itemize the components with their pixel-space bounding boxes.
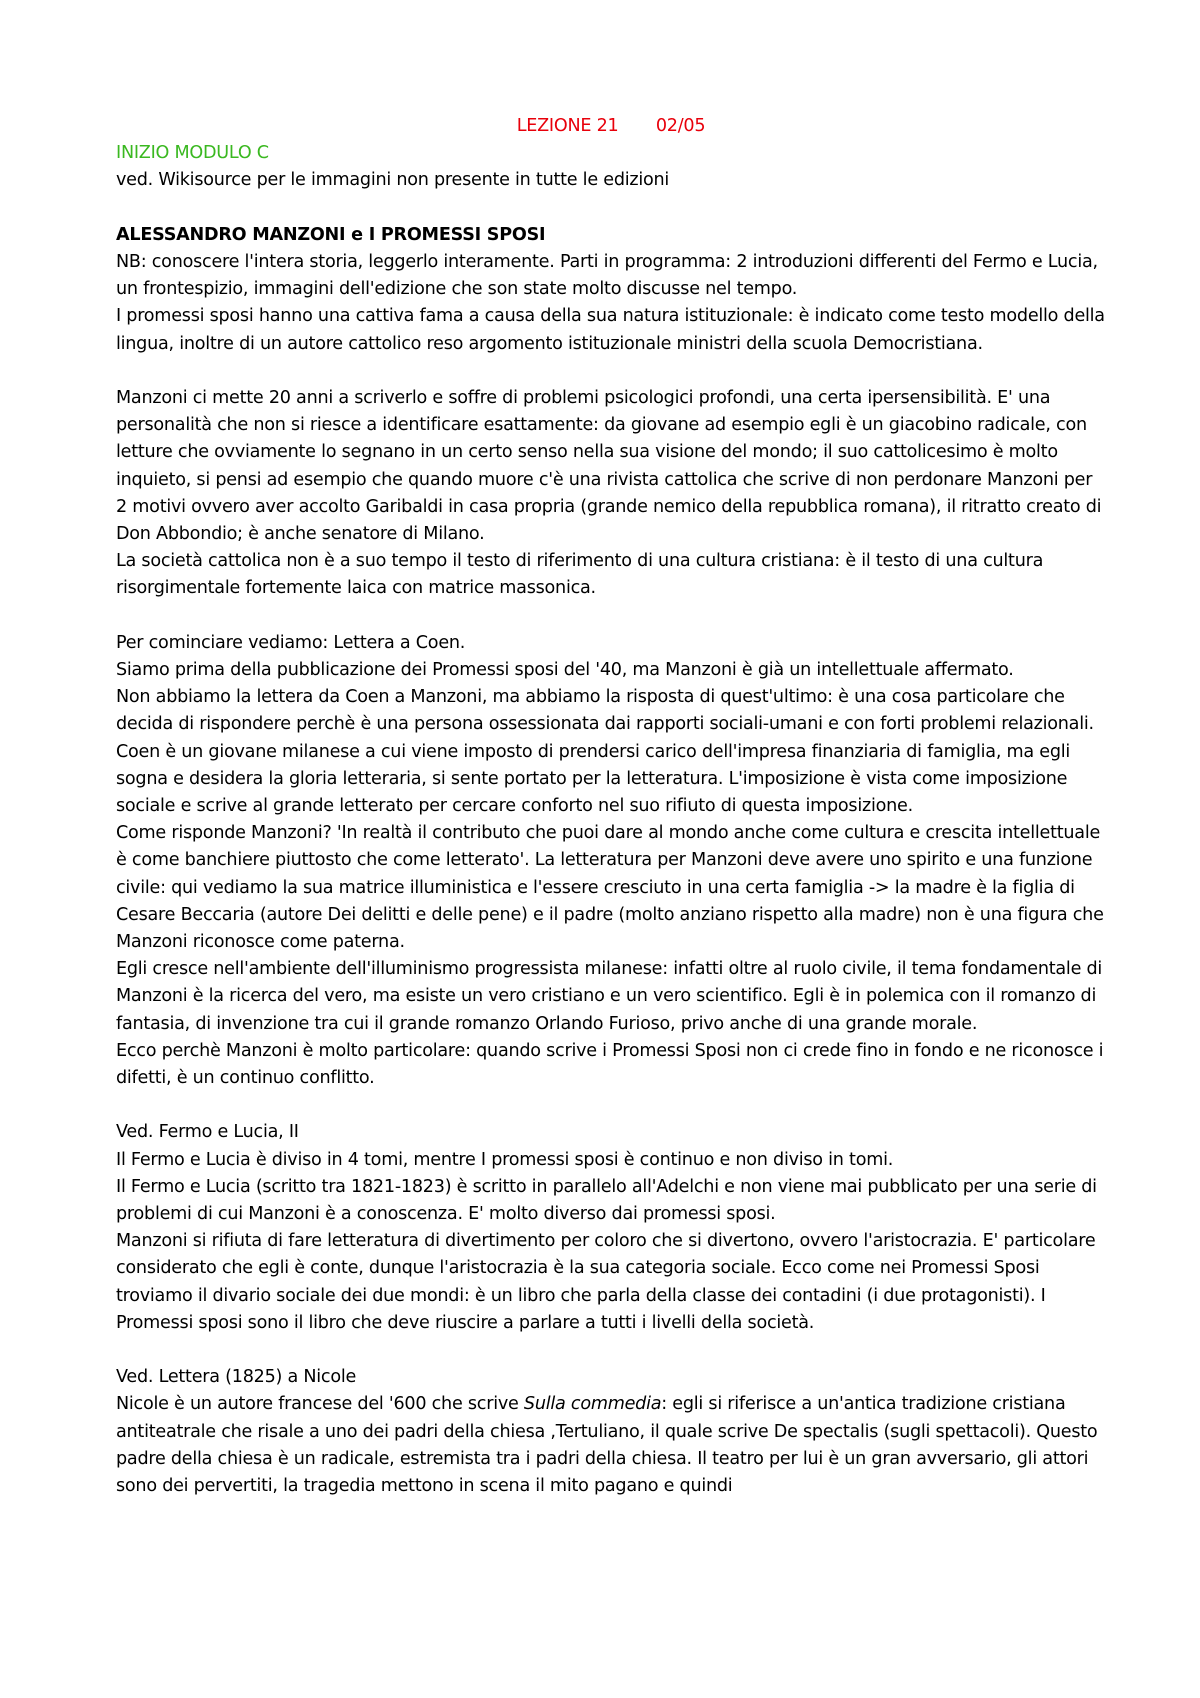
spacer (116, 1092, 1106, 1119)
paragraph: Siamo prima della pubblicazione dei Promessi sposi del '40, ma Manzoni è già un intellettuale affermato. (116, 660, 1014, 681)
lesson-number: LEZIONE 21 (516, 116, 619, 136)
spacer (116, 195, 1106, 222)
paragraph: La società cattolica non è a suo tempo il testo di riferimento di una cultura cristiana: è il testo di una cultura risorgimentale fortemente laica con matrice massonica. (116, 551, 1044, 599)
text-run: : egli si riferisce a un'antica tradizione cristiana antiteatrale che risale a uno dei padri della chiesa ,Tertuliano, il quale scrive De spectalis (sugli spettacoli). Questo padre della chiesa è un radicale, estremista tra i padri della chiesa. Il teatro per lui è un gran avversario, gli attori sono dei pervertiti, la tragedia mettono in scena il mito pagano e quindi (116, 1394, 1098, 1497)
document-page (116, 113, 1106, 1500)
paragraph: Come risponde Manzoni? 'In realtà il contributo che puoi dare al mondo anche come cultura e crescita intellettuale è come banchiere piuttosto che come letterato'. La letteratura per Manzoni deve avere uno spirito e una funzione civile: qui vediamo la sua matrice illuministica e l'essere cresciuto in una certa famiglia -> la madre è la figlia di Cesare Beccaria (autore Dei delitti e delle pene) e il padre (molto anziano rispetto alla madre) non è una figura che Manzoni riconosce come paterna. (116, 823, 1104, 953)
spacer (116, 603, 1106, 630)
spacer (116, 1337, 1106, 1364)
spacer (116, 358, 1106, 385)
paragraph: Non abbiamo la lettera da Coen a Manzoni, ma abbiamo la risposta di quest'ultimo: è una cosa particolare che decida di rispondere perchè è una persona ossessionata dai rapporti sociali-umani e con forti problemi relazionali. (116, 687, 1094, 735)
paragraph: Ved. Lettera (1825) a Nicole (116, 1367, 357, 1388)
text-run: Nicole è un autore francese del '600 che scrive (116, 1394, 524, 1415)
paragraph: Per cominciare vediamo: Lettera a Coen. (116, 632, 466, 653)
paragraph: Egli cresce nell'ambiente dell'illuminismo progressista milanese: infatti oltre al ruolo civile, il tema fondamentale di Manzoni è la ricerca del vero, ma esiste un vero cristiano e un vero scientifico. Egli è in polemica con il romanzo di fantasia, di invenzione tra cui il grande romanzo Orlando Furioso, privo anche di una grande morale. (116, 959, 1103, 1034)
module-title: INIZIO MODULO C (116, 143, 269, 164)
paragraph: Ved. Fermo e Lucia, II (116, 1122, 299, 1143)
wikisource-note: ved. Wikisource per le immagini non presente in tutte le edizioni (116, 170, 670, 191)
paragraph: Coen è un giovane milanese a cui viene imposto di prendersi carico dell'impresa finanziaria di famiglia, ma egli sogna e desidera la gloria letteraria, si sente portato per la letteratura. L'imposizione è vista come imposizione sociale e scrive al grande letterato per cercare conforto nel suo rifiuto di questa imposizione. (116, 741, 1071, 817)
lesson-date: 02/05 (655, 116, 706, 136)
lesson-title (116, 113, 1106, 140)
paragraph: Manzoni si rifiuta di fare letteratura di divertimento per coloro che si divertono, ovvero l'aristocrazia. E' particolare considerato che egli è conte, dunque l'aristocrazia è la sua categoria sociale. Ecco come nei Promessi Sposi troviamo il divario sociale dei due mondi: è un libro che parla della classe dei contadini (i due protagonisti). I Promessi sposi sono il libro che deve riuscire a parlare a tutti i livelli della società. (116, 1231, 1096, 1333)
paragraph (116, 1391, 1106, 1500)
paragraph: Il Fermo e Lucia è diviso in 4 tomi, mentre I promessi sposi è continuo e non diviso in tomi. (116, 1149, 894, 1170)
paragraph: I promessi sposi hanno una cattiva fama a causa della sua natura istituzionale: è indicato come testo modello della lingua, inoltre di un autore cattolico reso argomento istituzionale ministri della scuola Democristiana. (116, 306, 1105, 354)
section-heading: ALESSANDRO MANZONI e I PROMESSI SPOSI (116, 224, 546, 245)
paragraph: Manzoni ci mette 20 anni a scriverlo e soffre di problemi psicologici profondi, una certa ipersensibilità. E' una personalità che non si riesce a identificare esattamente: da giovane ad esempio egli è un giacobino radicale, con letture che ovviamente lo segnano in un certo senso nella sua visione del mondo; il suo cattolicesimo è molto inquieto, si pensi ad esempio che quando muore c'è una rivista cattolica che scrive di non perdonare Manzoni per 2 motivi ovvero aver accolto Garibaldi in casa propria (grande nemico della repubblica romana), il ritratto creato di Don Abbondio; è anche senatore di Milano. (116, 388, 1102, 545)
paragraph: NB: conoscere l'intera storia, leggerlo interamente. Parti in programma: 2 introduzioni differenti del Fermo e Lucia, un frontespizio, immagini dell'edizione che son state molto discusse nel tempo. (116, 252, 1098, 300)
italic-title: Sulla commedia (523, 1394, 662, 1415)
paragraph: Ecco perchè Manzoni è molto particolare: quando scrive i Promessi Sposi non ci crede fino in fondo e ne riconosce i difetti, è un continuo conflitto. (116, 1040, 1104, 1089)
paragraph: Il Fermo e Lucia (scritto tra 1821-1823) è scritto in parallelo all'Adelchi e non viene mai pubblicato per una serie di problemi di cui Manzoni è a conoscenza. E' molto diverso dai promessi sposi. (116, 1176, 1097, 1225)
